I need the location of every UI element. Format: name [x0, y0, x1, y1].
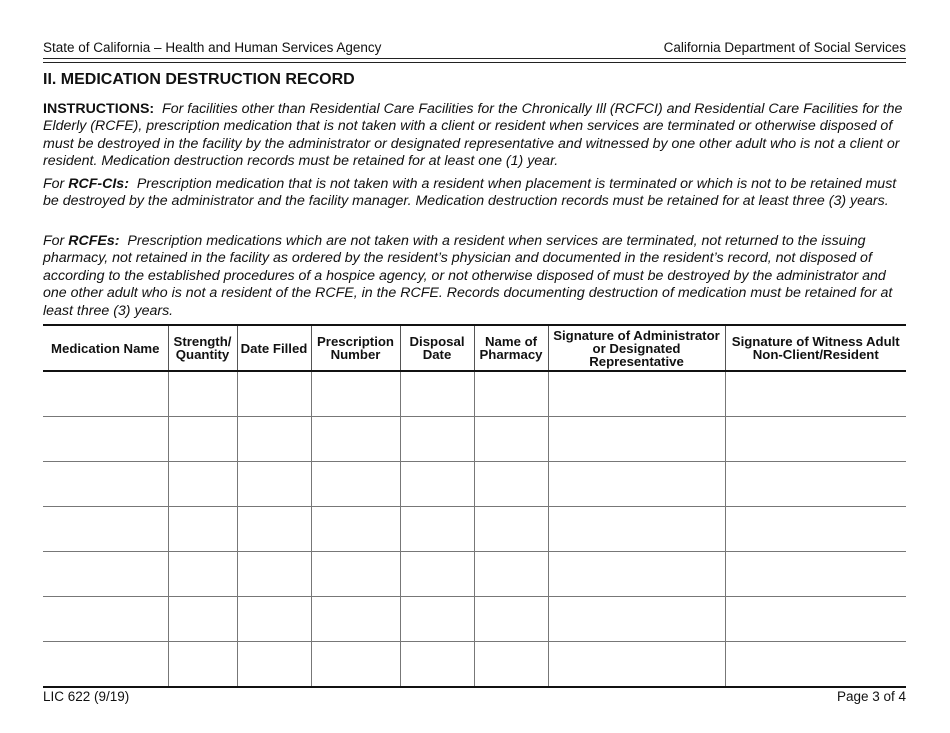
disposal-date-cell[interactable]: [400, 417, 474, 462]
prescription-number-cell[interactable]: [311, 417, 400, 462]
pharmacy-name-cell[interactable]: [474, 642, 548, 688]
medication-name-cell[interactable]: [43, 642, 168, 688]
prescription-number-cell[interactable]: [311, 552, 400, 597]
date-filled-cell[interactable]: [237, 642, 311, 688]
witness-signature-cell[interactable]: [725, 597, 906, 642]
rcfci-label: RCF-CIs:: [68, 176, 129, 192]
disposal-date-cell[interactable]: [400, 597, 474, 642]
col-strength-quantity: Strength/ Quantity: [168, 325, 237, 371]
department-name: California Department of Social Services: [663, 40, 906, 55]
administrator-signature-cell[interactable]: [548, 507, 725, 552]
medication-name-cell[interactable]: [43, 597, 168, 642]
strength-quantity-cell[interactable]: [168, 507, 237, 552]
col-medication-name: Medication Name: [43, 325, 168, 371]
administrator-signature-cell[interactable]: [548, 642, 725, 688]
disposal-date-cell[interactable]: [400, 642, 474, 688]
strength-quantity-cell[interactable]: [168, 552, 237, 597]
witness-signature-cell[interactable]: [725, 642, 906, 688]
date-filled-cell[interactable]: [237, 371, 311, 417]
administrator-signature-cell[interactable]: [548, 552, 725, 597]
prescription-number-cell[interactable]: [311, 507, 400, 552]
date-filled-cell[interactable]: [237, 552, 311, 597]
witness-signature-cell[interactable]: [725, 552, 906, 597]
table-row: [43, 462, 906, 507]
medication-name-cell[interactable]: [43, 462, 168, 507]
rcfe-label: RCFEs:: [68, 233, 120, 249]
agency-name: State of California – Health and Human Services Agency: [43, 40, 382, 55]
rcfe-paragraph: [43, 233, 909, 320]
disposal-date-cell[interactable]: [400, 371, 474, 417]
prescription-number-cell[interactable]: [311, 597, 400, 642]
page-number: Page 3 of 4: [836, 689, 906, 704]
pharmacy-name-cell[interactable]: [474, 371, 548, 417]
rcfe-text: Prescription medications which are not taken with a resident when services are terminated, not returned to the issuing pharmacy, not retained in the facility as ordered by the resident’s physician and documented in the resident’s record, not disposed of according to the established procedures of a hospice agency, or not otherwise disposed of must be destroyed by the administrator and one other adult who is not a resident of the RCFE, in the RCFE. Records documenting destruction of medication must be retained for at least three (3) years.: [43, 233, 893, 319]
disposal-date-cell[interactable]: [400, 462, 474, 507]
rcfe-prefix: For: [43, 233, 65, 249]
date-filled-cell[interactable]: [237, 462, 311, 507]
table-row: [43, 597, 906, 642]
witness-signature-cell[interactable]: [725, 507, 906, 552]
witness-signature-cell[interactable]: [725, 462, 906, 507]
medication-name-cell[interactable]: [43, 552, 168, 597]
pharmacy-name-cell[interactable]: [474, 417, 548, 462]
col-prescription-number: Prescription Number: [311, 325, 400, 371]
pharmacy-name-cell[interactable]: [474, 462, 548, 507]
instructions-text: For facilities other than Residential Care Facilities for the Chronically Ill (RCFCI) and Residential Care Facilities for the Elderly (RCFE), prescription medication that is not taken with a client or resident when services are terminated or otherwise disposed of must be destroyed in the facility by the administrator or designated representative and witnessed by one other adult who is not a client or resident. Medication destruction records must be retained for at least one (1) year.: [43, 101, 903, 170]
strength-quantity-cell[interactable]: [168, 597, 237, 642]
prescription-number-cell[interactable]: [311, 462, 400, 507]
prescription-number-cell[interactable]: [311, 642, 400, 688]
strength-quantity-cell[interactable]: [168, 371, 237, 417]
table-row: [43, 552, 906, 597]
medication-name-cell[interactable]: [43, 417, 168, 462]
witness-signature-cell[interactable]: [725, 417, 906, 462]
strength-quantity-cell[interactable]: [168, 642, 237, 688]
instructions-label: INSTRUCTIONS:: [43, 101, 155, 117]
administrator-signature-cell[interactable]: [548, 462, 725, 507]
medication-name-cell[interactable]: [43, 507, 168, 552]
strength-quantity-cell[interactable]: [168, 417, 237, 462]
rcfci-prefix: For: [43, 176, 65, 192]
disposal-date-cell[interactable]: [400, 507, 474, 552]
form-number: LIC 622 (9/19): [43, 689, 130, 704]
rcfci-paragraph: [43, 176, 909, 211]
pharmacy-name-cell[interactable]: [474, 597, 548, 642]
rcfci-text: Prescription medication that is not taken with a resident when placement is terminated or which is not to be retained must be destroyed by the administrator and the facility manager. Medication destruction records must be retained for at least three (3) years.: [43, 176, 897, 210]
disposal-date-cell[interactable]: [400, 552, 474, 597]
col-administrator-signature: Signature of Administrator or Designated Representative: [548, 325, 725, 371]
pharmacy-name-cell[interactable]: [474, 507, 548, 552]
table-row: [43, 371, 906, 417]
table-header-row: [43, 325, 906, 371]
medication-destruction-table: [43, 324, 906, 688]
col-pharmacy-name: Name of Pharmacy: [474, 325, 548, 371]
table-row: [43, 417, 906, 462]
table-body: [43, 371, 906, 687]
table-row: [43, 642, 906, 688]
date-filled-cell[interactable]: [237, 507, 311, 552]
col-disposal-date: Disposal Date: [400, 325, 474, 371]
strength-quantity-cell[interactable]: [168, 462, 237, 507]
section-title: II. MEDICATION DESTRUCTION RECORD: [43, 71, 355, 88]
header-rule: [43, 62, 906, 63]
administrator-signature-cell[interactable]: [548, 597, 725, 642]
administrator-signature-cell[interactable]: [548, 371, 725, 417]
table-row: [43, 507, 906, 552]
col-date-filled: Date Filled: [237, 325, 311, 371]
prescription-number-cell[interactable]: [311, 371, 400, 417]
medication-name-cell[interactable]: [43, 371, 168, 417]
instructions-paragraph: [43, 101, 909, 171]
date-filled-cell[interactable]: [237, 417, 311, 462]
date-filled-cell[interactable]: [237, 597, 311, 642]
col-witness-signature: Signature of Witness Adult Non-Client/Resident: [725, 325, 906, 371]
header-rule: [43, 58, 906, 59]
pharmacy-name-cell[interactable]: [474, 552, 548, 597]
witness-signature-cell[interactable]: [725, 371, 906, 417]
administrator-signature-cell[interactable]: [548, 417, 725, 462]
